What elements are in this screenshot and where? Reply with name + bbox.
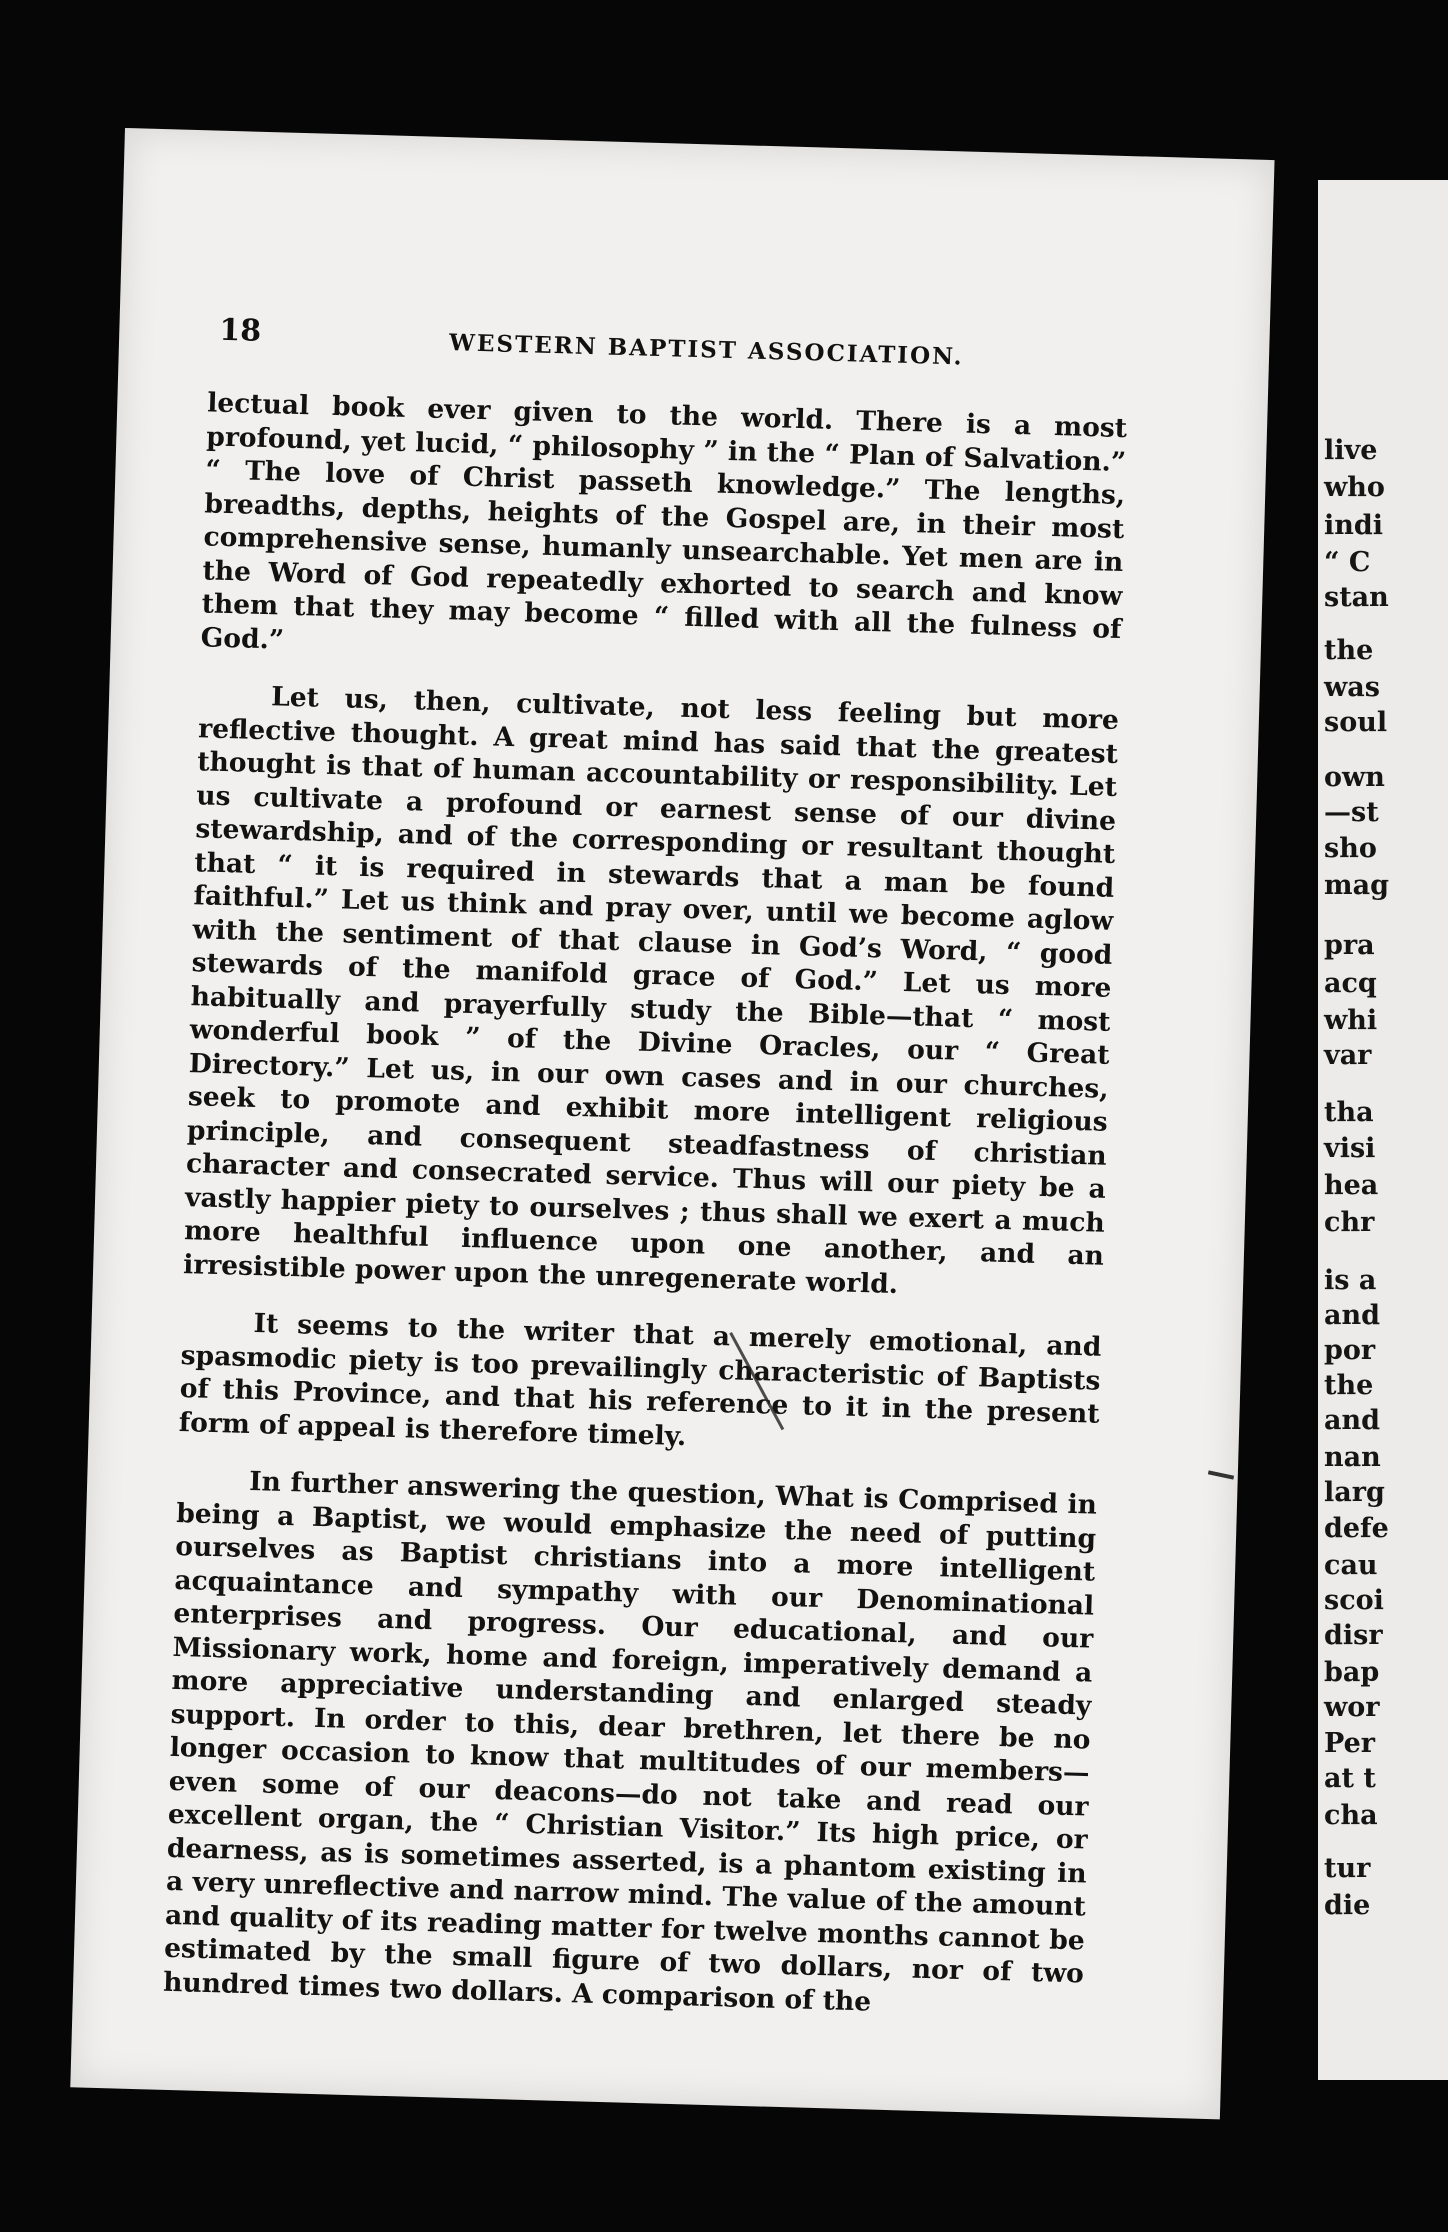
paragraph-4: In further answering the question, What is Comprised in being a Baptist, we would emphasize the need of putting ourselves as Baptist christians into a more intelligent acquaintance and sympathy with our Denominational enterprises and progress. Our educational, and our Missionary work, home and foreign, imperatively demand a more appreciative understanding and enlarged steady support. In order to this, dear brethren, let there be no longer occasion to know that multitudes of our members—even some of our deacons—do not take and read our excellent organ, the “ Christian Visitor.” Its high price, or dearness, as is sometimes asserted, is a phantom existing in a very unreflective and narrow mind. The value of the amount and quality of its reading matter for twelve months cannot be estimated by the small figure of two dollars, nor of two hundred times two dollars. A comparison of the: [162, 1466, 1098, 2018]
right-page-fragment: bap: [1324, 1657, 1380, 1688]
right-page-fragment: who: [1324, 472, 1385, 503]
right-page-fragment: indi: [1324, 510, 1384, 541]
paragraph-3: It seems to the writer that a merely emotional, and spasmodic piety is too prevailingly characteristic of Baptists of this Province, and that his reference to it in the present form of appeal is therefore timely.: [178, 1308, 1102, 1452]
right-page-fragment: wor: [1324, 1692, 1380, 1723]
right-page-fragment: scoi: [1324, 1585, 1384, 1616]
right-page-fragment: sho: [1324, 833, 1377, 864]
right-page-fragment: —st: [1324, 797, 1379, 828]
right-page-fragment: whi: [1324, 1005, 1378, 1036]
right-page-fragment: the: [1324, 1370, 1374, 1401]
right-page-fragment: defe: [1324, 1513, 1389, 1544]
right-page-fragment: live: [1324, 435, 1378, 466]
right-page-fragment: was: [1324, 672, 1380, 703]
right-page-fragment: is a: [1324, 1265, 1377, 1296]
right-page-fragment: and: [1324, 1300, 1381, 1331]
right-page-fragment: larg: [1324, 1477, 1385, 1508]
paragraph-2: Let us, then, cultivate, not less feeling but more reflective thought. A great mind has said that the greatest thought is that of human accountability or responsibility. Let us cultivate a profound or earnest sense of our divine stewardship, and of the corresponding or resultant thought that “ it is required in stewards that a man be found faithful.” Let us think and pray over, until we become aglow with the sentiment of that clause in God’s Word, “ good stewards of the manifold grace of God.” Let us more habitually and prayerfully study the Bible—that “ most wonderful book ” of the Divine Oracles, our “ Great Directory.” Let us, in our own cases and in our churches, seek to promote and exhibit more intelligent religious principle, and consequent steadfastness of christian character and consecrated service. Thus will our piety be a vastly happier piety to ourselves ; thus shall we exert a much more healthful influence upon one another, and an irresistible power upon the unregenerate world.: [182, 681, 1120, 1300]
right-page-fragment: “ C: [1324, 547, 1371, 578]
right-page-fragment: stan: [1324, 582, 1389, 613]
right-page-fragment: acq: [1324, 968, 1377, 999]
right-page-fragment: pra: [1324, 930, 1375, 961]
right-page-fragment: por: [1324, 1335, 1376, 1366]
page-header: [218, 313, 1139, 389]
right-page-fragment: nan: [1324, 1442, 1381, 1473]
right-page-fragment: die: [1324, 1890, 1371, 1921]
right-page-fragment: disr: [1324, 1620, 1383, 1651]
right-page-fragment: own: [1324, 762, 1385, 793]
right-page-edge: [1318, 180, 1448, 2080]
right-page-fragment: cha: [1324, 1800, 1378, 1831]
right-page-fragment: visi: [1324, 1133, 1376, 1164]
right-page-fragment: mag: [1324, 870, 1389, 901]
left-page: [70, 128, 1274, 2119]
right-page-fragment: hea: [1324, 1170, 1379, 1201]
right-page-fragment: and: [1324, 1405, 1381, 1436]
body-text: [162, 386, 1127, 2048]
right-page-fragment: soul: [1324, 707, 1388, 738]
right-page-fragment: tha: [1324, 1097, 1374, 1128]
right-page-fragment: chr: [1324, 1207, 1375, 1238]
right-page-fragment: cau: [1324, 1550, 1378, 1581]
right-page-fragment: at t: [1324, 1763, 1376, 1794]
right-page-fragment: tur: [1324, 1853, 1371, 1884]
page-number: 18: [218, 312, 262, 349]
right-page-fragment: var: [1324, 1040, 1372, 1071]
paragraph-1: lectual book ever given to the world. There is a most profound, yet lucid, “ philosophy ” in the “ Plan of Salvation.” “ The love of Christ passeth knowledge.” The lengths, breadths, depths, heights of the Gospel are, in their most comprehensive sense, humanly unsearchable. Yet men are in the Word of God repeatedly exhorted to search and know them that they may become “ filled with all the fulness of God.”: [200, 387, 1128, 656]
right-page-fragment: the: [1324, 635, 1374, 666]
running-title: WESTERN BAPTIST ASSOCIATION.: [448, 329, 964, 371]
right-page-fragment: Per: [1324, 1728, 1375, 1759]
